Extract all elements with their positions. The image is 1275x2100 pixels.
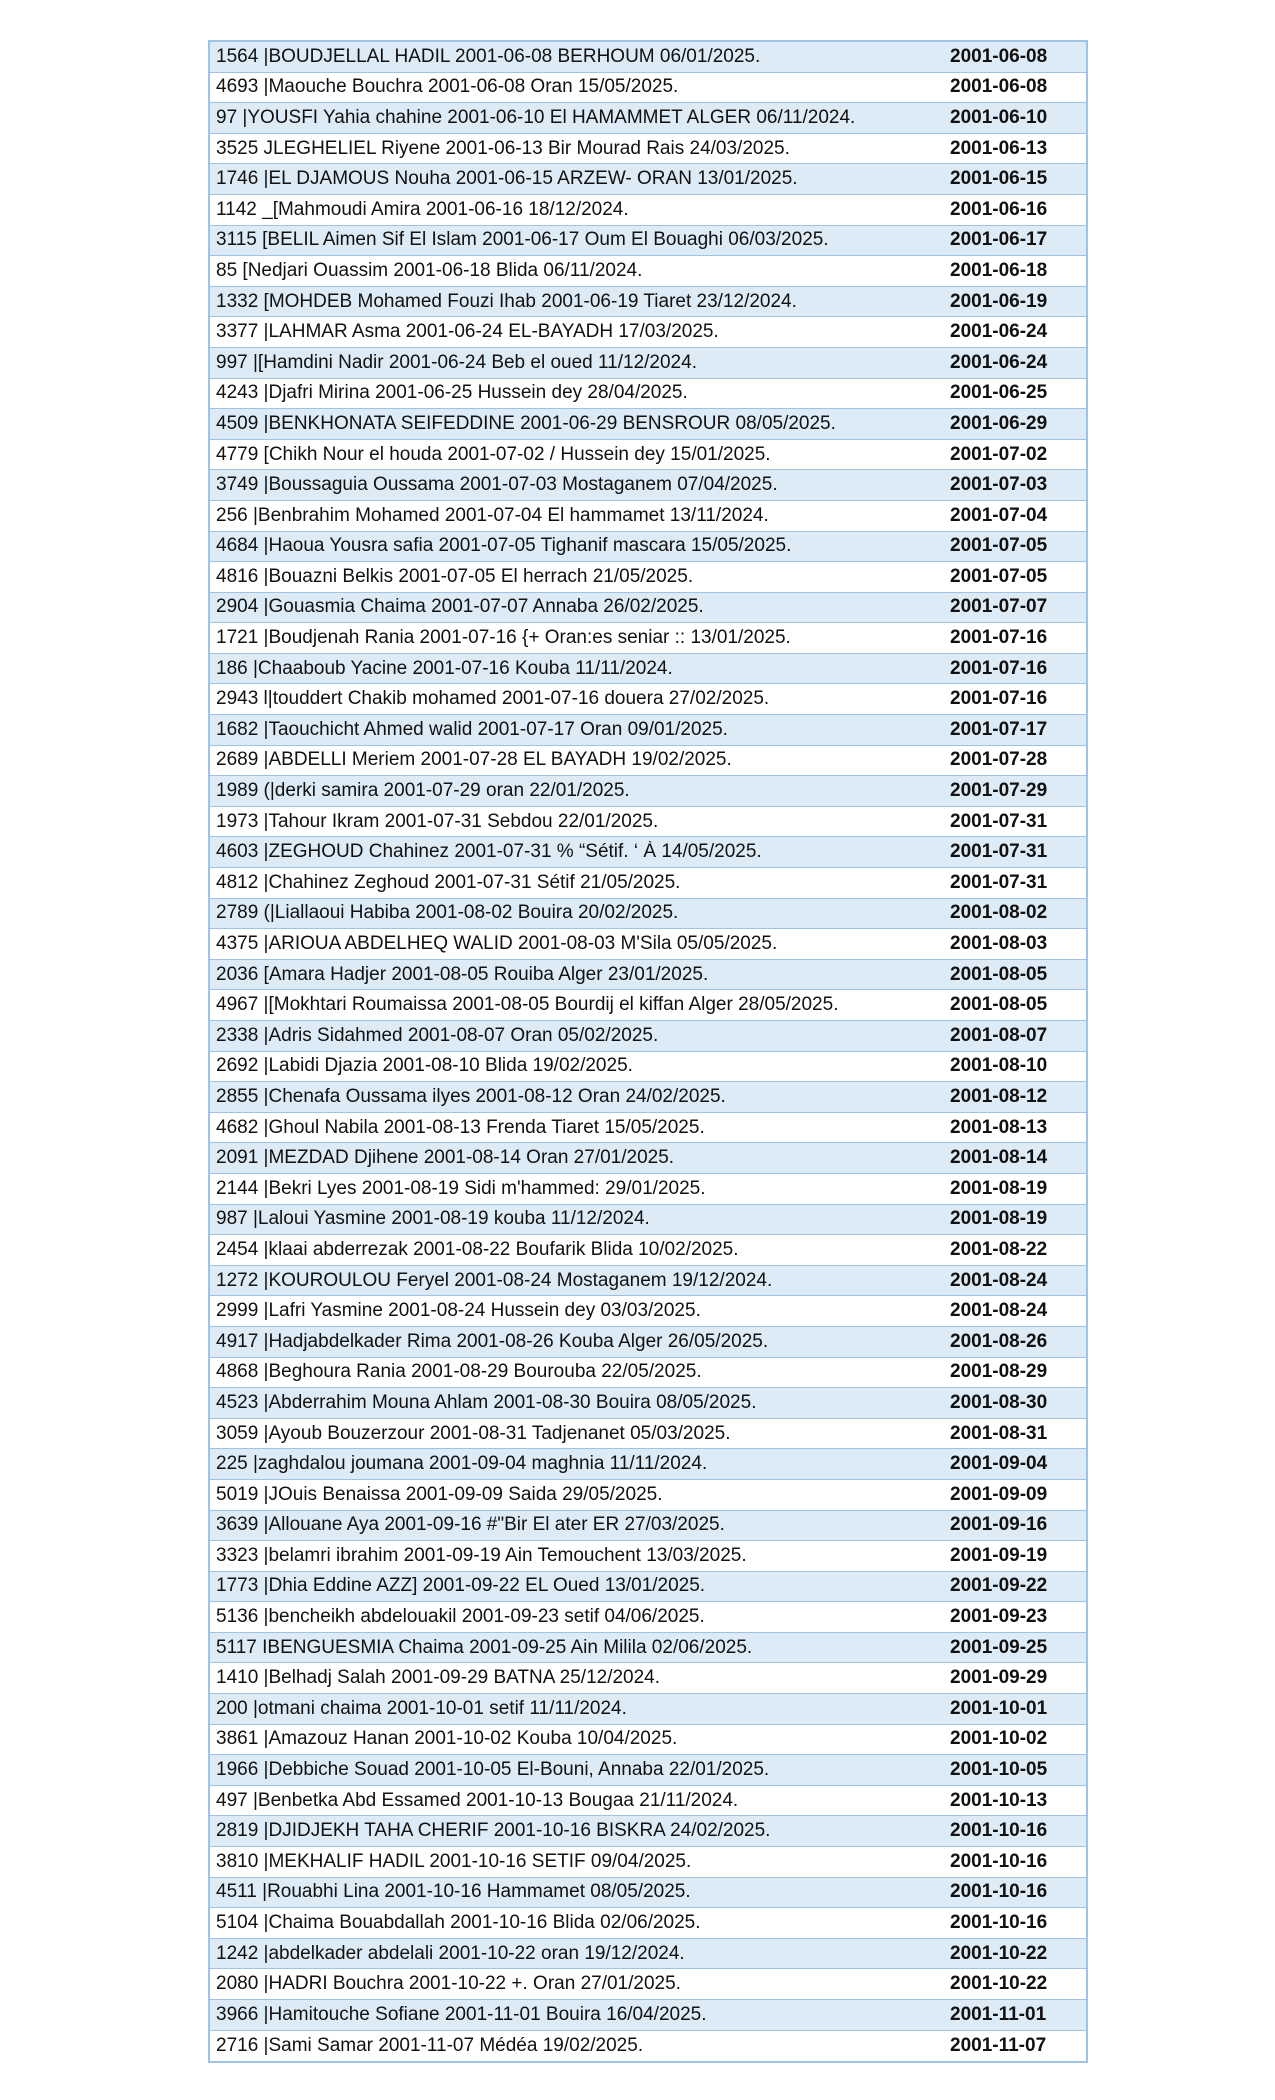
record-date-cell: 2001-10-13: [950, 1789, 1048, 1811]
record-date-cell: 2001-10-16: [950, 1881, 1048, 1903]
record-date-cell: 2001-06-19: [950, 290, 1048, 312]
record-date-cell: 2001-07-16: [950, 688, 1048, 710]
record-date-cell: 2001-06-08: [950, 45, 1048, 67]
record-text-cell: 1721 |Boudjenah Rania 2001-07-16 {+ Oran:es seniar :: 13/01/2025.: [216, 627, 791, 649]
table-row: [210, 807, 1086, 838]
record-date-cell: 2001-07-05: [950, 535, 1048, 557]
table-row: [210, 1327, 1086, 1358]
record-text-cell: 5019 |JOuis Benaissa 2001-09-09 Saida 29/05/2025.: [216, 1483, 663, 1505]
record-date-cell: 2001-08-10: [950, 1055, 1048, 1077]
record-text-cell: 2855 |Chenafa Oussama ilyes 2001-08-12 Oran 24/02/2025.: [216, 1085, 726, 1107]
record-text-cell: 5136 |bencheikh abdelouakil 2001-09-23 setif 04/06/2025.: [216, 1606, 705, 1628]
record-date-cell: 2001-07-04: [950, 504, 1048, 526]
table-row: [210, 1663, 1086, 1694]
record-text-cell: 2080 |HADRI Bouchra 2001-10-22 +. Oran 27/01/2025.: [216, 1973, 681, 1995]
record-date-cell: 2001-10-16: [950, 1820, 1048, 1842]
table-row: [210, 1847, 1086, 1878]
record-text-cell: 1332 [MOHDEB Mohamed Fouzi Ihab 2001-06-19 Tiaret 23/12/2024.: [216, 290, 797, 312]
record-date-cell: 2001-08-24: [950, 1269, 1048, 1291]
table-row: [210, 1266, 1086, 1297]
table-row: [210, 1602, 1086, 1633]
table-row: [210, 1358, 1086, 1389]
table-row: [210, 1633, 1086, 1664]
record-date-cell: 2001-08-26: [950, 1330, 1048, 1352]
record-date-cell: 2001-08-19: [950, 1177, 1048, 1199]
table-row: [210, 1113, 1086, 1144]
table-row: [210, 1725, 1086, 1756]
record-date-cell: 2001-07-28: [950, 749, 1048, 771]
record-date-cell: 2001-08-22: [950, 1238, 1048, 1260]
record-text-cell: 4511 |Rouabhi Lina 2001-10-16 Hammamet 08/05/2025.: [216, 1881, 691, 1903]
table-row: [210, 1143, 1086, 1174]
record-text-cell: 4816 |Bouazni Belkis 2001-07-05 El herrach 21/05/2025.: [216, 565, 694, 587]
record-date-cell: 2001-06-24: [950, 321, 1048, 343]
record-text-cell: 2692 |Labidi Djazia 2001-08-10 Blida 19/02/2025.: [216, 1055, 633, 1077]
record-text-cell: 2338 |Adris Sidahmed 2001-08-07 Oran 05/02/2025.: [216, 1024, 659, 1046]
record-date-cell: 2001-08-31: [950, 1422, 1048, 1444]
record-date-cell: 2001-07-16: [950, 657, 1048, 679]
table-row: [210, 1755, 1086, 1786]
record-text-cell: 4523 |Abderrahim Mouna Ahlam 2001-08-30 Bouira 08/05/2025.: [216, 1391, 757, 1413]
record-date-cell: 2001-08-05: [950, 963, 1048, 985]
table-row: [210, 1816, 1086, 1847]
table-row: [210, 409, 1086, 440]
table-row: [210, 440, 1086, 471]
record-date-cell: 2001-10-16: [950, 1912, 1048, 1934]
table-row: [210, 103, 1086, 134]
record-date-cell: 2001-10-22: [950, 1973, 1048, 1995]
record-text-cell: 1966 |Debbiche Souad 2001-10-05 El-Bouni, Annaba 22/01/2025.: [216, 1759, 770, 1781]
record-date-cell: 2001-09-09: [950, 1483, 1048, 1505]
record-date-cell: 2001-09-22: [950, 1575, 1048, 1597]
table-row: [210, 1296, 1086, 1327]
record-text-cell: 3377 |LAHMAR Asma 2001-06-24 EL-BAYADH 17/03/2025.: [216, 321, 719, 343]
table-row: [210, 746, 1086, 777]
record-text-cell: 1989 (|derki samira 2001-07-29 oran 22/01/2025.: [216, 780, 630, 802]
record-text-cell: 4684 |Haoua Yousra safia 2001-07-05 Tighanif mascara 15/05/2025.: [216, 535, 792, 557]
record-text-cell: 2999 |Lafri Yasmine 2001-08-24 Hussein dey 03/03/2025.: [216, 1300, 701, 1322]
record-text-cell: 4509 |BENKHONATA SEIFEDDINE 2001-06-29 BENSROUR 08/05/2025.: [216, 412, 836, 434]
record-text-cell: 2036 [Amara Hadjer 2001-08-05 Rouiba Alger 23/01/2025.: [216, 963, 709, 985]
table-row: [210, 1205, 1086, 1236]
record-date-cell: 2001-07-07: [950, 596, 1048, 618]
table-row: [210, 1878, 1086, 1909]
table-row: [210, 776, 1086, 807]
record-text-cell: 3861 |Amazouz Hanan 2001-10-02 Kouba 10/04/2025.: [216, 1728, 678, 1750]
table-row: [210, 684, 1086, 715]
record-text-cell: 2943 l|touddert Chakib mohamed 2001-07-16 douera 27/02/2025.: [216, 688, 770, 710]
record-text-cell: 186 |Chaaboub Yacine 2001-07-16 Kouba 11/11/2024.: [216, 657, 673, 679]
record-text-cell: 85 [Nedjari Ouassim 2001-06-18 Blida 06/11/2024.: [216, 259, 643, 281]
record-date-cell: 2001-06-25: [950, 382, 1048, 404]
table-row: [210, 562, 1086, 593]
record-text-cell: 4917 |Hadjabdelkader Rima 2001-08-26 Kouba Alger 26/05/2025.: [216, 1330, 769, 1352]
record-date-cell: 2001-10-16: [950, 1850, 1048, 1872]
record-date-cell: 2001-07-31: [950, 841, 1048, 863]
record-date-cell: 2001-07-05: [950, 565, 1048, 587]
table-row: [210, 929, 1086, 960]
record-date-cell: 2001-06-08: [950, 76, 1048, 98]
table-row: [210, 899, 1086, 930]
table-row: [210, 1235, 1086, 1266]
table-row: [210, 654, 1086, 685]
record-text-cell: 2819 |DJIDJEKH TAHA CHERIF 2001-10-16 BISKRA 24/02/2025.: [216, 1820, 771, 1842]
record-text-cell: 1773 |Dhia Eddine AZZ] 2001-09-22 EL Oued 13/01/2025.: [216, 1575, 706, 1597]
record-date-cell: 2001-08-02: [950, 902, 1048, 924]
table-row: [210, 715, 1086, 746]
record-text-cell: 3059 |Ayoub Bouzerzour 2001-08-31 Tadjenanet 05/03/2025.: [216, 1422, 731, 1444]
record-date-cell: 2001-08-12: [950, 1085, 1048, 1107]
record-text-cell: 3749 |Boussaguia Oussama 2001-07-03 Mostaganem 07/04/2025.: [216, 474, 778, 496]
table-row: [210, 317, 1086, 348]
record-text-cell: 4779 [Chikh Nour el houda 2001-07-02 / Hussein dey 15/01/2025.: [216, 443, 771, 465]
table-row: [210, 1541, 1086, 1572]
table-row: [210, 1939, 1086, 1970]
table-row: [210, 1419, 1086, 1450]
table-row: [210, 73, 1086, 104]
record-date-cell: 2001-09-04: [950, 1453, 1048, 1475]
table-row: [210, 164, 1086, 195]
record-date-cell: 2001-08-14: [950, 1147, 1048, 1169]
table-row: [210, 623, 1086, 654]
record-date-cell: 2001-08-13: [950, 1116, 1048, 1138]
table-row: [210, 226, 1086, 257]
record-text-cell: 256 |Benbrahim Mohamed 2001-07-04 El hammamet 13/11/2024.: [216, 504, 769, 526]
record-text-cell: 1272 |KOUROULOU Feryel 2001-08-24 Mostaganem 19/12/2024.: [216, 1269, 773, 1291]
record-date-cell: 2001-10-22: [950, 1942, 1048, 1964]
table-row: [210, 1021, 1086, 1052]
record-text-cell: 497 |Benbetka Abd Essamed 2001-10-13 Bougaa 21/11/2024.: [216, 1789, 739, 1811]
record-date-cell: 2001-06-18: [950, 259, 1048, 281]
table-row: [210, 837, 1086, 868]
record-text-cell: 4603 |ZEGHOUD Chahinez 2001-07-31 % “Sétif. ‘ À 14/05/2025.: [216, 841, 762, 863]
table-row: [210, 1388, 1086, 1419]
record-text-cell: 3323 |belamri ibrahim 2001-09-19 Ain Temouchent 13/03/2025.: [216, 1544, 747, 1566]
record-date-cell: 2001-06-13: [950, 137, 1048, 159]
record-text-cell: 1564 |BOUDJELLAL HADIL 2001-06-08 BERHOUM 06/01/2025.: [216, 45, 761, 67]
table-row: [210, 1786, 1086, 1817]
record-date-cell: 2001-07-03: [950, 474, 1048, 496]
record-text-cell: 1682 |Taouchicht Ahmed walid 2001-07-17 Oran 09/01/2025.: [216, 718, 728, 740]
table-row: [210, 195, 1086, 226]
record-date-cell: 2001-06-17: [950, 229, 1048, 251]
record-text-cell: 1242 |abdelkader abdelali 2001-10-22 oran 19/12/2024.: [216, 1942, 685, 1964]
table-row: [210, 1480, 1086, 1511]
record-date-cell: 2001-10-05: [950, 1759, 1048, 1781]
table-row: [210, 1082, 1086, 1113]
record-text-cell: 1142 _[Mahmoudi Amira 2001-06-16 18/12/2024.: [216, 198, 629, 220]
record-date-cell: 2001-07-16: [950, 627, 1048, 649]
table-row: [210, 532, 1086, 563]
table-row: [210, 1694, 1086, 1725]
table-row: [210, 348, 1086, 379]
table-row: [210, 868, 1086, 899]
record-text-cell: 2091 |MEZDAD Djihene 2001-08-14 Oran 27/01/2025.: [216, 1147, 675, 1169]
record-text-cell: 2716 |Sami Samar 2001-11-07 Médéa 19/02/2025.: [216, 2034, 644, 2056]
record-date-cell: 2001-08-30: [950, 1391, 1048, 1413]
record-text-cell: 1973 |Tahour Ikram 2001-07-31 Sebdou 22/01/2025.: [216, 810, 659, 832]
record-date-cell: 2001-07-02: [950, 443, 1048, 465]
record-text-cell: 997 |[Hamdini Nadir 2001-06-24 Beb el oued 11/12/2024.: [216, 351, 697, 373]
record-text-cell: 3525 JLEGHELIEL Riyene 2001-06-13 Bir Mourad Rais 24/03/2025.: [216, 137, 790, 159]
record-date-cell: 2001-06-29: [950, 412, 1048, 434]
records-table: [208, 40, 1088, 2063]
record-date-cell: 2001-10-02: [950, 1728, 1048, 1750]
record-text-cell: 4868 |Beghoura Rania 2001-08-29 Bourouba 22/05/2025.: [216, 1361, 702, 1383]
record-text-cell: 2689 |ABDELLI Meriem 2001-07-28 EL BAYADH 19/02/2025.: [216, 749, 732, 771]
record-date-cell: 2001-11-07: [950, 2034, 1047, 2056]
record-date-cell: 2001-06-15: [950, 168, 1048, 190]
table-row: [210, 470, 1086, 501]
record-date-cell: 2001-09-29: [950, 1667, 1048, 1689]
table-row: [210, 593, 1086, 624]
table-row: [210, 1572, 1086, 1603]
table-row: [210, 379, 1086, 410]
table-row: [210, 960, 1086, 991]
record-date-cell: 2001-07-31: [950, 871, 1048, 893]
record-date-cell: 2001-09-16: [950, 1514, 1048, 1536]
record-date-cell: 2001-07-31: [950, 810, 1048, 832]
record-text-cell: 3639 |Allouane Aya 2001-09-16 #"Bir El ater ER 27/03/2025.: [216, 1514, 725, 1536]
table-row: [210, 287, 1086, 318]
record-text-cell: 200 |otmani chaima 2001-10-01 setif 11/11/2024.: [216, 1697, 627, 1719]
record-date-cell: 2001-08-07: [950, 1024, 1048, 1046]
record-text-cell: 2904 |Gouasmia Chaima 2001-07-07 Annaba 26/02/2025.: [216, 596, 704, 618]
record-text-cell: 2789 (|Liallaoui Habiba 2001-08-02 Bouira 20/02/2025.: [216, 902, 679, 924]
table-row: [210, 501, 1086, 532]
record-text-cell: 1410 |Belhadj Salah 2001-09-29 BATNA 25/12/2024.: [216, 1667, 661, 1689]
table-row: [210, 42, 1086, 73]
record-date-cell: 2001-10-01: [950, 1697, 1048, 1719]
table-row: [210, 990, 1086, 1021]
record-text-cell: 4243 |Djafri Mirina 2001-06-25 Hussein dey 28/04/2025.: [216, 382, 688, 404]
record-text-cell: 2454 |klaai abderrezak 2001-08-22 Boufarik Blida 10/02/2025.: [216, 1238, 739, 1260]
table-row: [210, 1052, 1086, 1083]
record-text-cell: 4812 |Chahinez Zeghoud 2001-07-31 Sétif 21/05/2025.: [216, 871, 681, 893]
record-date-cell: 2001-06-16: [950, 198, 1048, 220]
record-text-cell: 5117 IBENGUESMIA Chaima 2001-09-25 Ain Milila 02/06/2025.: [216, 1636, 753, 1658]
record-text-cell: 4967 |[Mokhtari Roumaissa 2001-08-05 Bourdij el kiffan Alger 28/05/2025.: [216, 994, 839, 1016]
record-date-cell: 2001-08-24: [950, 1300, 1048, 1322]
record-text-cell: 97 |YOUSFI Yahia chahine 2001-06-10 El HAMAMMET ALGER 06/11/2024.: [216, 106, 856, 128]
record-text-cell: 4375 |ARIOUA ABDELHEQ WALID 2001-08-03 M'Sila 05/05/2025.: [216, 933, 778, 955]
record-date-cell: 2001-11-01: [950, 2003, 1047, 2025]
table-row: [210, 256, 1086, 287]
record-date-cell: 2001-09-25: [950, 1636, 1048, 1658]
table-row: [210, 1449, 1086, 1480]
record-text-cell: 987 |Laloui Yasmine 2001-08-19 kouba 11/12/2024.: [216, 1208, 650, 1230]
record-text-cell: 3966 |Hamitouche Sofiane 2001-11-01 Bouira 16/04/2025.: [216, 2003, 707, 2025]
record-text-cell: 4693 |Maouche Bouchra 2001-06-08 Oran 15/05/2025.: [216, 76, 679, 98]
record-text-cell: 5104 |Chaima Bouabdallah 2001-10-16 Blida 02/06/2025.: [216, 1912, 701, 1934]
record-text-cell: 3115 [BELIL Aimen Sif El Islam 2001-06-17 Oum El Bouaghi 06/03/2025.: [216, 229, 829, 251]
record-text-cell: 3810 |MEKHALIF HADIL 2001-10-16 SETIF 09/04/2025.: [216, 1850, 692, 1872]
table-row: [210, 1174, 1086, 1205]
table-row: [210, 1511, 1086, 1542]
record-date-cell: 2001-07-29: [950, 780, 1048, 802]
table-row: [210, 1908, 1086, 1939]
record-date-cell: 2001-06-24: [950, 351, 1048, 373]
table-row: [210, 2000, 1086, 2031]
record-date-cell: 2001-09-19: [950, 1544, 1048, 1566]
record-date-cell: 2001-08-19: [950, 1208, 1048, 1230]
record-text-cell: 4682 |Ghoul Nabila 2001-08-13 Frenda Tiaret 15/05/2025.: [216, 1116, 705, 1138]
record-date-cell: 2001-08-03: [950, 933, 1048, 955]
record-date-cell: 2001-08-29: [950, 1361, 1048, 1383]
table-row: [210, 134, 1086, 165]
record-date-cell: 2001-08-05: [950, 994, 1048, 1016]
table-row: [210, 1969, 1086, 2000]
table-row: [210, 2031, 1086, 2062]
record-text-cell: 2144 |Bekri Lyes 2001-08-19 Sidi m'hammed: 29/01/2025.: [216, 1177, 706, 1199]
record-date-cell: 2001-07-17: [950, 718, 1048, 740]
record-date-cell: 2001-09-23: [950, 1606, 1048, 1628]
record-text-cell: 1746 |EL DJAMOUS Nouha 2001-06-15 ARZEW- ORAN 13/01/2025.: [216, 168, 798, 190]
record-date-cell: 2001-06-10: [950, 106, 1048, 128]
record-text-cell: 225 |zaghdalou joumana 2001-09-04 maghnia 11/11/2024.: [216, 1453, 708, 1475]
